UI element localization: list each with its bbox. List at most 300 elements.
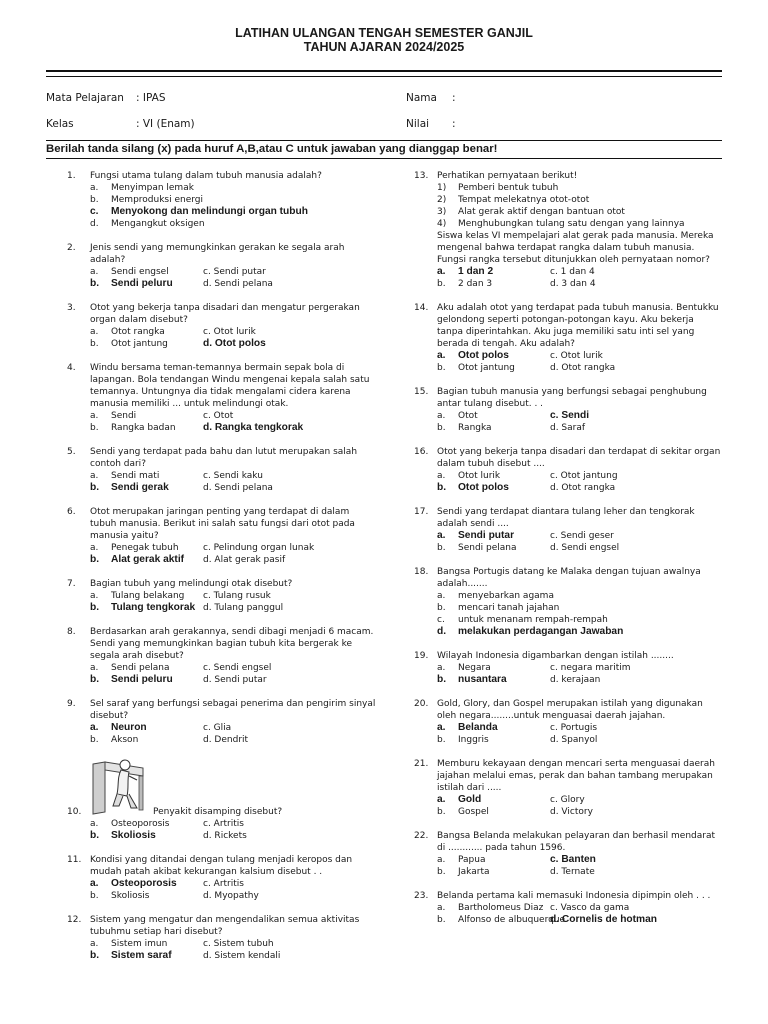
name-value: : [452, 92, 456, 104]
option-text[interactable]: Jakarta [458, 867, 490, 877]
option-letter[interactable]: a. [90, 471, 99, 481]
option-text[interactable]: d. Victory [550, 807, 593, 817]
option-text[interactable]: Belanda [458, 722, 498, 733]
answer-options [67, 662, 397, 686]
option-text[interactable]: Otot rangka [111, 327, 165, 337]
question-23 [414, 890, 734, 926]
option-letter[interactable]: a. [90, 411, 99, 421]
option-letter[interactable]: a. [437, 903, 446, 913]
option-text[interactable]: c. Otot jantung [550, 471, 618, 481]
statement-text: Tempat melekatnya otot-otot [458, 195, 590, 205]
option-text[interactable]: d. Otot rangka [550, 363, 616, 373]
option-letter[interactable]: a. [90, 327, 99, 337]
option-letter[interactable]: b. [90, 278, 100, 289]
option-letter[interactable]: b. [90, 950, 100, 961]
option-letter[interactable]: b. [437, 482, 447, 493]
answer-options [67, 182, 397, 230]
answer-option-row [67, 326, 397, 338]
answer-option-row [414, 794, 734, 806]
answer-option-row [67, 830, 397, 842]
option-text[interactable]: c. Vasco da gama [550, 903, 630, 913]
option-letter[interactable]: b. [90, 674, 100, 685]
option-text[interactable]: c. Glia [203, 723, 232, 733]
question-text-line: gelondong seperti potongan-potongan kayu. Aku bekerja [437, 315, 694, 325]
question-7 [67, 578, 397, 614]
answer-option[interactable] [67, 182, 397, 194]
question-13 [414, 170, 734, 290]
question-text: Penyakit disamping disebut? [153, 807, 283, 817]
question-text-line: manusia memiliki ... untuk melindungi otak. [90, 399, 289, 409]
option-text[interactable]: Menyokong dan melindungi organ tubuh [111, 206, 308, 217]
answer-option-row [67, 674, 397, 686]
question-text-line: Bangsa Belanda melakukan pelayaran dan berhasil mendarat [437, 831, 716, 841]
question-text-line: Bangsa Portugis datang ke Malaka dengan tujuan awalnya [437, 567, 701, 577]
option-text[interactable]: Otot polos [458, 350, 509, 361]
option-letter[interactable]: a. [437, 266, 446, 277]
option-text[interactable]: d. Rangka tengkorak [203, 422, 304, 433]
score-value: : [452, 118, 456, 130]
answer-option-row [414, 266, 734, 278]
option-letter[interactable]: a. [90, 543, 99, 553]
option-text[interactable]: c. Portugis [550, 723, 598, 733]
question-text-line: jajahan melalui emas, perak dan bahan tambang merupakan [437, 771, 713, 781]
option-text[interactable]: mencari tanah jajahan [458, 603, 560, 613]
answer-options [414, 470, 734, 494]
option-text[interactable]: Sendi mati [111, 471, 160, 481]
option-text[interactable]: 2 dan 3 [458, 279, 493, 289]
option-text[interactable]: Rangka [458, 423, 492, 433]
question-text-line: Aku adalah otot yang terdapat pada tubuh manusia. Bentukku [437, 303, 719, 313]
statement-item [414, 218, 734, 230]
option-text[interactable]: c. Sendi geser [550, 531, 614, 541]
option-text[interactable]: Bartholomeus Diaz [458, 903, 544, 913]
answer-options [67, 410, 397, 434]
question-text-line: Perhatikan pernyataan berikut! [437, 171, 578, 181]
option-text[interactable]: d. Cornelis de hotman [550, 914, 657, 925]
class-label: Kelas [46, 118, 74, 130]
option-text[interactable]: Otot lurik [458, 471, 501, 481]
option-letter[interactable]: c. [90, 206, 99, 217]
option-text[interactable]: c. Sendi kaku [203, 471, 263, 481]
question-text [90, 242, 397, 266]
answer-options [67, 326, 397, 350]
option-text[interactable]: melakukan perdagangan Jawaban [458, 626, 624, 637]
option-text[interactable]: Otot jantung [111, 339, 168, 349]
answer-option-row [67, 470, 397, 482]
answer-option[interactable] [67, 218, 397, 230]
option-text[interactable]: Gold [458, 794, 482, 805]
question-text [437, 566, 734, 590]
option-letter[interactable]: b. [437, 674, 447, 685]
question-text-line: disebut? [90, 711, 129, 721]
option-text[interactable]: Tulang tengkorak [111, 602, 196, 613]
statement-text: Menghubungkan tulang satu dengan yang lainnya [458, 219, 685, 229]
option-text[interactable]: d. 3 dan 4 [550, 279, 596, 289]
question-text-line: adalah sendi .... [437, 519, 509, 529]
question-3 [67, 302, 397, 350]
option-text[interactable]: Sendi [111, 411, 137, 421]
answer-option[interactable] [414, 626, 734, 638]
header-rule-top [46, 70, 722, 72]
question-5 [67, 446, 397, 494]
answer-option-row [414, 734, 734, 746]
option-letter[interactable]: a. [90, 878, 99, 889]
question-text-line: Kondisi yang ditandai dengan tulang menjadi keropos dan [90, 855, 353, 865]
question-text-line: Belanda pertama kali memasuki Indonesia dipimpin oleh . . . [437, 891, 711, 901]
option-letter[interactable]: b. [90, 602, 100, 613]
option-letter[interactable]: b. [90, 891, 99, 901]
question-text-line: Sendi yang terdapat pada bahu dan lutut merupakan salah [90, 447, 358, 457]
option-text[interactable]: d. Ternate [550, 867, 595, 877]
question-14 [414, 302, 734, 374]
answer-options [414, 590, 734, 638]
question-text-line: Sendi yang memungkinkan bagian tubuh kita bergerak ke [90, 639, 353, 649]
question-text-line: tubuh manusia. Berikut ini salah satu fungsi dari otot pada [90, 519, 355, 529]
option-text[interactable]: Otot jantung [458, 363, 515, 373]
answer-option-row [414, 902, 734, 914]
option-letter[interactable]: a. [90, 939, 99, 949]
question-number: 22. [414, 831, 429, 841]
option-text[interactable]: Otot [458, 411, 478, 421]
option-text[interactable]: d. Rickets [203, 831, 247, 841]
option-text[interactable]: Sendi engsel [111, 267, 169, 277]
question-1 [67, 170, 397, 230]
option-text[interactable]: d. kerajaan [550, 675, 601, 685]
answer-option-row [67, 590, 397, 602]
question-16 [414, 446, 734, 494]
option-text[interactable]: d. Dendrit [203, 735, 249, 745]
option-letter[interactable]: b. [437, 735, 446, 745]
option-text[interactable]: Sendi putar [458, 530, 515, 541]
option-letter[interactable]: a. [437, 591, 446, 601]
question-text-line: tubuhmu setiap hari disebut? [90, 927, 223, 937]
option-text[interactable]: Akson [111, 735, 139, 745]
option-letter[interactable]: a. [90, 267, 99, 277]
question-number: 9. [67, 699, 76, 709]
option-text[interactable]: d. Spanyol [550, 735, 598, 745]
subject-label: Mata Pelajaran [46, 92, 124, 104]
question-text-line: Gold, Glory, dan Gospel merupakan istilah yang digunakan [437, 699, 703, 709]
option-letter[interactable]: b. [90, 735, 99, 745]
answer-options [414, 902, 734, 926]
option-letter[interactable]: b. [90, 339, 99, 349]
question-text-line: adalah? [90, 255, 126, 265]
option-text[interactable]: Skoliosis [111, 891, 150, 901]
answer-options [67, 542, 397, 566]
question-text [437, 386, 734, 410]
question-text [437, 506, 734, 530]
option-text[interactable]: Mengangkut oksigen [111, 219, 205, 229]
question-text [437, 650, 734, 662]
answer-option-row [67, 266, 397, 278]
option-text[interactable]: Osteoporosis [111, 819, 170, 829]
option-text[interactable]: Menyimpan lemak [111, 183, 194, 193]
option-text[interactable]: Alfonso de albuquerque [458, 915, 566, 925]
option-text[interactable]: c. Sendi [550, 410, 590, 421]
answer-option-row [414, 350, 734, 362]
question-text [437, 446, 734, 470]
question-text-line: istilah dari ..... [437, 783, 502, 793]
answer-options [67, 590, 397, 614]
answer-option-row [414, 542, 734, 554]
option-text[interactable]: Sendi peluru [111, 278, 173, 289]
question-number: 12. [67, 915, 82, 925]
option-text[interactable]: c. Glory [550, 795, 585, 805]
question-number: 7. [67, 579, 76, 589]
option-text[interactable]: c. Pelindung organ lunak [203, 543, 315, 553]
question-text [90, 506, 397, 542]
question-text [90, 578, 397, 590]
question-text-line: oleh negara........untuk menguasai daerah jajahan. [437, 711, 666, 721]
question-22 [414, 830, 734, 878]
question-text-line: Siswa kelas VI mempelajari alat gerak pada manusia. Mereka [437, 231, 714, 241]
answer-option-row [414, 278, 734, 290]
option-text[interactable]: Skoliosis [111, 830, 156, 841]
option-text[interactable]: Inggris [458, 735, 489, 745]
question-9 [67, 698, 397, 746]
statement-item [414, 206, 734, 218]
option-text[interactable]: Sendi pelana [458, 543, 517, 553]
question-text [90, 302, 397, 326]
question-text-line: adalah....... [437, 579, 488, 589]
question-17 [414, 506, 734, 554]
question-image [91, 754, 397, 812]
question-number: 20. [414, 699, 429, 709]
option-letter[interactable]: a. [437, 471, 446, 481]
answer-option-row [67, 890, 397, 902]
option-text[interactable]: Osteoporosis [111, 878, 177, 889]
option-text[interactable]: c. Otot lurik [550, 351, 603, 361]
answer-option-row [67, 278, 397, 290]
option-text[interactable]: c. Sendi putar [203, 267, 266, 277]
question-text [437, 302, 734, 350]
statement-text: Alat gerak aktif dengan bantuan otot [458, 207, 625, 217]
question-number: 8. [67, 627, 76, 637]
option-text[interactable]: Tulang belakang [111, 591, 185, 601]
answer-option-row [67, 338, 397, 350]
question-line [67, 806, 397, 818]
option-letter[interactable]: b. [437, 279, 446, 289]
option-text[interactable]: Rangka badan [111, 423, 176, 433]
option-letter[interactable]: a. [90, 722, 99, 733]
statement-number: 3) [437, 207, 447, 217]
option-text[interactable]: c. Sistem tubuh [203, 939, 274, 949]
question-text-line: segala arah disebut? [90, 651, 184, 661]
question-number: 11. [67, 855, 82, 865]
option-text[interactable]: 1 dan 2 [458, 266, 494, 277]
option-letter[interactable]: b. [90, 195, 99, 205]
option-text[interactable]: c. Otot [203, 411, 234, 421]
answer-option-row [414, 674, 734, 686]
answer-option-row [67, 662, 397, 674]
option-letter[interactable]: a. [437, 722, 446, 733]
option-text[interactable]: Sistem saraf [111, 950, 172, 961]
option-letter[interactable]: c. [437, 615, 445, 625]
option-letter[interactable]: b. [437, 915, 446, 925]
answer-option[interactable] [414, 614, 734, 626]
question-text-line: contoh dari? [90, 459, 146, 469]
option-text[interactable]: c. Banten [550, 854, 596, 865]
option-text[interactable]: c. Tulang rusuk [203, 591, 271, 601]
option-text[interactable]: Memproduksi energi [111, 195, 204, 205]
answer-option-row [67, 722, 397, 734]
question-text [90, 626, 397, 662]
instruction-rule-bottom [46, 158, 722, 159]
option-letter[interactable]: a. [437, 530, 446, 541]
title-line-2: TAHUN AJARAN 2024/2025 [303, 40, 465, 54]
question-text [437, 890, 734, 902]
question-text [437, 170, 734, 266]
answer-option-row [414, 866, 734, 878]
option-text[interactable]: nusantara [458, 674, 507, 685]
header-rule-bottom [46, 76, 722, 77]
class-value: : VI (Enam) [136, 118, 195, 130]
option-text[interactable]: d. Sendi engsel [550, 543, 620, 553]
question-number: 19. [414, 651, 429, 661]
option-text[interactable]: c. negara maritim [550, 663, 631, 673]
option-text[interactable]: Sendi peluru [111, 674, 173, 685]
questions-left-column [67, 170, 397, 974]
question-number: 1. [67, 171, 76, 181]
option-text[interactable]: d. Sendi pelana [203, 279, 273, 289]
question-number: 23. [414, 891, 429, 901]
question-18 [414, 566, 734, 638]
option-letter[interactable]: b. [437, 867, 446, 877]
option-letter[interactable]: d. [90, 219, 99, 229]
option-text[interactable]: c. 1 dan 4 [550, 267, 595, 277]
question-number: 17. [414, 507, 429, 517]
option-text[interactable]: Neuron [111, 722, 147, 733]
answer-option-row [414, 422, 734, 434]
option-text[interactable]: d. Saraf [550, 423, 586, 433]
question-number: 18. [414, 567, 429, 577]
answer-options [414, 722, 734, 746]
answer-option-row [414, 806, 734, 818]
option-text[interactable]: d. Otot polos [203, 338, 266, 349]
option-letter[interactable]: a. [90, 663, 99, 673]
option-letter[interactable]: a. [90, 819, 99, 829]
option-letter[interactable]: b. [437, 543, 446, 553]
answer-option[interactable] [67, 194, 397, 206]
answer-options [414, 854, 734, 878]
statement-number: 2) [437, 195, 447, 205]
question-text [437, 830, 734, 854]
answer-option-row [67, 410, 397, 422]
question-2 [67, 242, 397, 290]
option-text[interactable]: Penegak tubuh [111, 543, 179, 553]
question-text-line: Otot yang bekerja tanpa disadari dan terdapat di sekitar organ [437, 447, 721, 457]
answer-option-row [67, 602, 397, 614]
answer-option-row [67, 482, 397, 494]
option-text[interactable]: Alat gerak aktif [111, 554, 185, 565]
answer-option-row [414, 410, 734, 422]
option-letter[interactable]: d. [437, 626, 447, 637]
option-letter[interactable]: a. [90, 591, 99, 601]
question-text-line: Otot merupakan jaringan penting yang terdapat di dalam [90, 507, 350, 517]
answer-options [67, 266, 397, 290]
option-text[interactable]: d. Tulang panggul [203, 603, 284, 613]
option-letter[interactable]: a. [90, 183, 99, 193]
option-text[interactable]: Sistem imun [111, 939, 168, 949]
answer-option-row [414, 530, 734, 542]
option-text[interactable]: Otot polos [458, 482, 509, 493]
question-text-line: organ dalam disebut? [90, 315, 188, 325]
answer-option-row [414, 470, 734, 482]
question-text [437, 758, 734, 794]
question-text-line: Fungsi rangka tersebut ditunjukkan oleh pernyataan nomor? [437, 255, 710, 265]
answer-options [67, 722, 397, 746]
question-text-line: manusia yaitu? [90, 531, 159, 541]
option-letter[interactable]: b. [437, 807, 446, 817]
option-text[interactable]: c. Sendi engsel [203, 663, 272, 673]
question-text [437, 698, 734, 722]
option-text[interactable]: c. Otot lurik [203, 327, 256, 337]
option-text[interactable]: untuk menanam rempah-rempah [458, 615, 608, 625]
question-text-line: Berdasarkan arah gerakannya, sendi dibagi menjadi 6 macam. [90, 627, 374, 637]
option-letter[interactable]: b. [437, 363, 446, 373]
question-text [90, 914, 397, 938]
option-letter[interactable]: b. [90, 554, 100, 565]
option-letter[interactable]: a. [437, 794, 446, 805]
option-text[interactable]: d. Sendi pelana [203, 483, 273, 493]
option-text[interactable]: Gospel [458, 807, 489, 817]
option-text[interactable]: Negara [458, 663, 491, 673]
option-letter[interactable]: b. [437, 423, 446, 433]
answer-option-row [414, 722, 734, 734]
option-text[interactable]: d. Sendi putar [203, 675, 267, 685]
question-number: 2. [67, 243, 76, 253]
option-text[interactable]: c. Artritis [203, 879, 244, 889]
option-text[interactable]: Sendi gerak [111, 482, 169, 493]
question-text-line: Otot yang bekerja tanpa disadari dan mengatur pergerakan [90, 303, 360, 313]
option-letter[interactable]: a. [437, 350, 446, 361]
answer-option[interactable] [414, 590, 734, 602]
option-text[interactable]: d. Alat gerak pasif [203, 555, 286, 565]
question-4 [67, 362, 397, 434]
question-10 [67, 754, 397, 842]
option-letter[interactable]: b. [90, 423, 99, 433]
option-text[interactable]: c. Artritis [203, 819, 244, 829]
option-letter[interactable]: a. [437, 411, 446, 421]
answer-option-row [414, 362, 734, 374]
question-number: 6. [67, 507, 76, 517]
answer-options [414, 350, 734, 374]
option-letter[interactable]: a. [437, 855, 446, 865]
option-letter[interactable]: b. [90, 830, 100, 841]
answer-options [414, 662, 734, 686]
option-letter[interactable]: b. [437, 603, 446, 613]
answer-options [414, 530, 734, 554]
question-text-line: di ............ pada tahun 1596. [437, 843, 566, 853]
option-text[interactable]: d. Myopathy [203, 891, 259, 901]
question-6 [67, 506, 397, 566]
question-text-line: Wilayah Indonesia digambarkan dengan istilah ........ [437, 651, 674, 661]
option-letter[interactable]: b. [90, 482, 100, 493]
option-text[interactable]: d. Otot rangka [550, 483, 616, 493]
option-text[interactable]: menyebarkan agama [458, 591, 554, 601]
statement-item [414, 194, 734, 206]
question-19 [414, 650, 734, 686]
answer-options [67, 470, 397, 494]
option-text[interactable]: Sendi pelana [111, 663, 170, 673]
answer-option[interactable] [67, 206, 397, 218]
answer-option[interactable] [414, 602, 734, 614]
option-text[interactable]: d. Sistem kendali [203, 951, 281, 961]
question-text-line: mengenal bahwa terdapat rangka dalam tubuh manusia. [437, 243, 695, 253]
answer-option-row [67, 878, 397, 890]
option-letter[interactable]: a. [437, 663, 446, 673]
option-text[interactable]: Papua [458, 855, 486, 865]
